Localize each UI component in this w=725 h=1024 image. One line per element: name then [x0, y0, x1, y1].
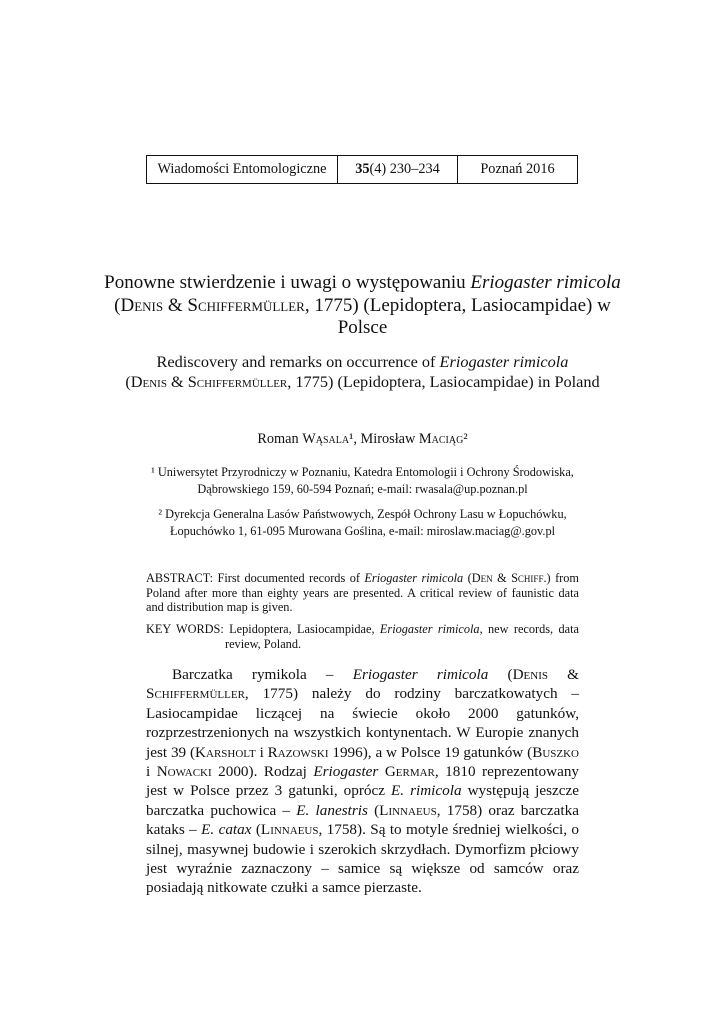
- text-run: Denis: [512, 666, 548, 683]
- text-run: , 1758). Są to motyle średniej wielkości, o silnej, masywnej budowie i szerokich skrzydłach. Dymorfizm płciowy jest wyraźnie zaznaczony – samice są większe od samców oraz posiadają nitkowate czułki a samce pierzaste.: [146, 821, 579, 897]
- text-run: Linnaeus: [379, 801, 437, 819]
- text-run: 2000). Rodzaj: [211, 763, 314, 781]
- text-run: &: [163, 294, 188, 316]
- text-run: Nowacki: [156, 763, 212, 781]
- journal-header-box: [146, 155, 578, 184]
- text-run: występują jeszcze barczatka puchowica –: [146, 782, 579, 819]
- text-run: Eriogaster rimicola: [379, 622, 480, 636]
- text-run: ¹: [349, 431, 354, 447]
- text-run: (: [251, 821, 261, 839]
- text-run: Denis: [130, 372, 167, 391]
- text-run: , 1758) oraz barczatka kataks –: [146, 801, 579, 839]
- text-run: , 1775) (Lepidoptera, Lasiocampidae) in Poland: [287, 372, 600, 391]
- text-run: &: [492, 571, 512, 585]
- text-run: &: [547, 666, 579, 683]
- text-run: (: [125, 372, 131, 391]
- issue-pages: (4) 230–234: [369, 161, 440, 177]
- text-run: E. catax: [201, 821, 252, 839]
- affiliation-2: [140, 506, 585, 539]
- volume-issue-pages: [338, 156, 458, 183]
- place-year: [458, 156, 577, 183]
- text-run: Buszko: [532, 743, 579, 761]
- affiliation-1-line-2: Dąbrowskiego 159, 60-594 Poznań; e-mail: rwasala@up.poznan.pl: [197, 481, 528, 496]
- text-run: (: [488, 666, 513, 683]
- text-run: Razowski: [267, 743, 329, 761]
- text-run: ) from Poland after more than eighty years are presented. A critical review of faunistic data and distribution map is given.: [146, 571, 579, 615]
- affiliation-1: [140, 464, 585, 497]
- text-run: Linnaeus: [260, 821, 319, 839]
- text-run: Roman: [257, 431, 303, 447]
- affiliation-1-line-1: ¹ Uniwersytet Przyrodniczy w Poznaniu, Katedra Entomologii i Ochrony Środowiska,: [151, 465, 574, 479]
- text-run: &: [166, 372, 188, 391]
- text-run: i: [146, 763, 157, 781]
- text-run: Karsholt: [195, 743, 256, 761]
- text-run: Schiff.: [511, 571, 547, 585]
- affiliation-2-line-2: Łopuchówko 1, 61-095 Murowana Goślina, e-mail: miroslaw.maciag@.gov.pl: [169, 523, 556, 538]
- text-run: Eriogaster rimicola: [439, 352, 569, 371]
- text-run: , 1775) (Lepidoptera, Lasiocampidae) w Polsce: [304, 294, 611, 338]
- text-run: Rediscovery and remarks on occurrence of: [156, 352, 440, 371]
- title-english: [100, 352, 625, 392]
- text-run: , 1810 reprezentowany jest w Polsce przez 3 gatunki, oprócz: [146, 763, 580, 800]
- text-run: (: [114, 294, 121, 316]
- text-run: Eriogaster: [313, 763, 379, 781]
- text-run: Eriogaster rimicola: [364, 571, 464, 585]
- text-run: (: [367, 801, 380, 819]
- text-run: (: [463, 571, 472, 585]
- text-run: Schiffermüller: [187, 372, 288, 391]
- text-run: Schiffermüller: [187, 294, 305, 316]
- text-run: , new records, data review, Poland.: [225, 622, 579, 651]
- journal-name: [147, 156, 338, 183]
- key-words: [146, 622, 579, 651]
- text-run: Germar: [384, 763, 435, 781]
- text-run: ,: [353, 431, 361, 447]
- place-year-text: Poznań 2016: [480, 161, 555, 177]
- text-run: ²: [463, 431, 468, 447]
- affiliation-2-line-1: ² Dyrekcja Generalna Lasów Państwowych, Zespół Ochrony Lasu w Łopuchówku,: [158, 507, 567, 521]
- text-run: Wąsala: [302, 431, 350, 447]
- text-run: Ponowne stwierdzenie i uwagi o występowaniu: [104, 272, 471, 293]
- journal-name-text: Wiadomości Entomologiczne: [157, 161, 327, 177]
- text-run: Mirosław: [360, 431, 419, 447]
- text-run: ABSTRACT: First documented records of: [146, 571, 365, 585]
- text-run: E. rimicola: [390, 782, 462, 800]
- text-run: KEY WORDS: Lepidoptera, Lasiocampidae,: [146, 622, 380, 636]
- text-run: Den: [471, 571, 493, 585]
- abstract: [146, 571, 579, 615]
- author-line: [100, 430, 625, 448]
- text-run: Eriogaster rimicola: [470, 272, 621, 293]
- text-run: Denis: [120, 294, 164, 316]
- text-run: i: [255, 743, 268, 761]
- text-run: Maciąg: [418, 431, 464, 447]
- volume-number: 35: [355, 161, 370, 177]
- title-polish: [100, 272, 625, 340]
- text-run: 1996), a w Polsce 19 gatunków (: [328, 743, 533, 761]
- body-paragraph: [146, 665, 579, 898]
- text-run: Barczatka rymikola –: [172, 666, 353, 683]
- text-run: E. lanestris: [296, 801, 368, 819]
- text-run: Schiffermüller: [146, 685, 245, 703]
- text-run: Eriogaster rimicola: [352, 666, 489, 683]
- text-run: , 1775) należy do rodziny barczatkowatych – Lasiocampidae liczącej na świecie około 2000 gatunków, rozprzestrzenionych na wszystkich kontynentach. W Europie znanych jest 39 (: [146, 685, 579, 761]
